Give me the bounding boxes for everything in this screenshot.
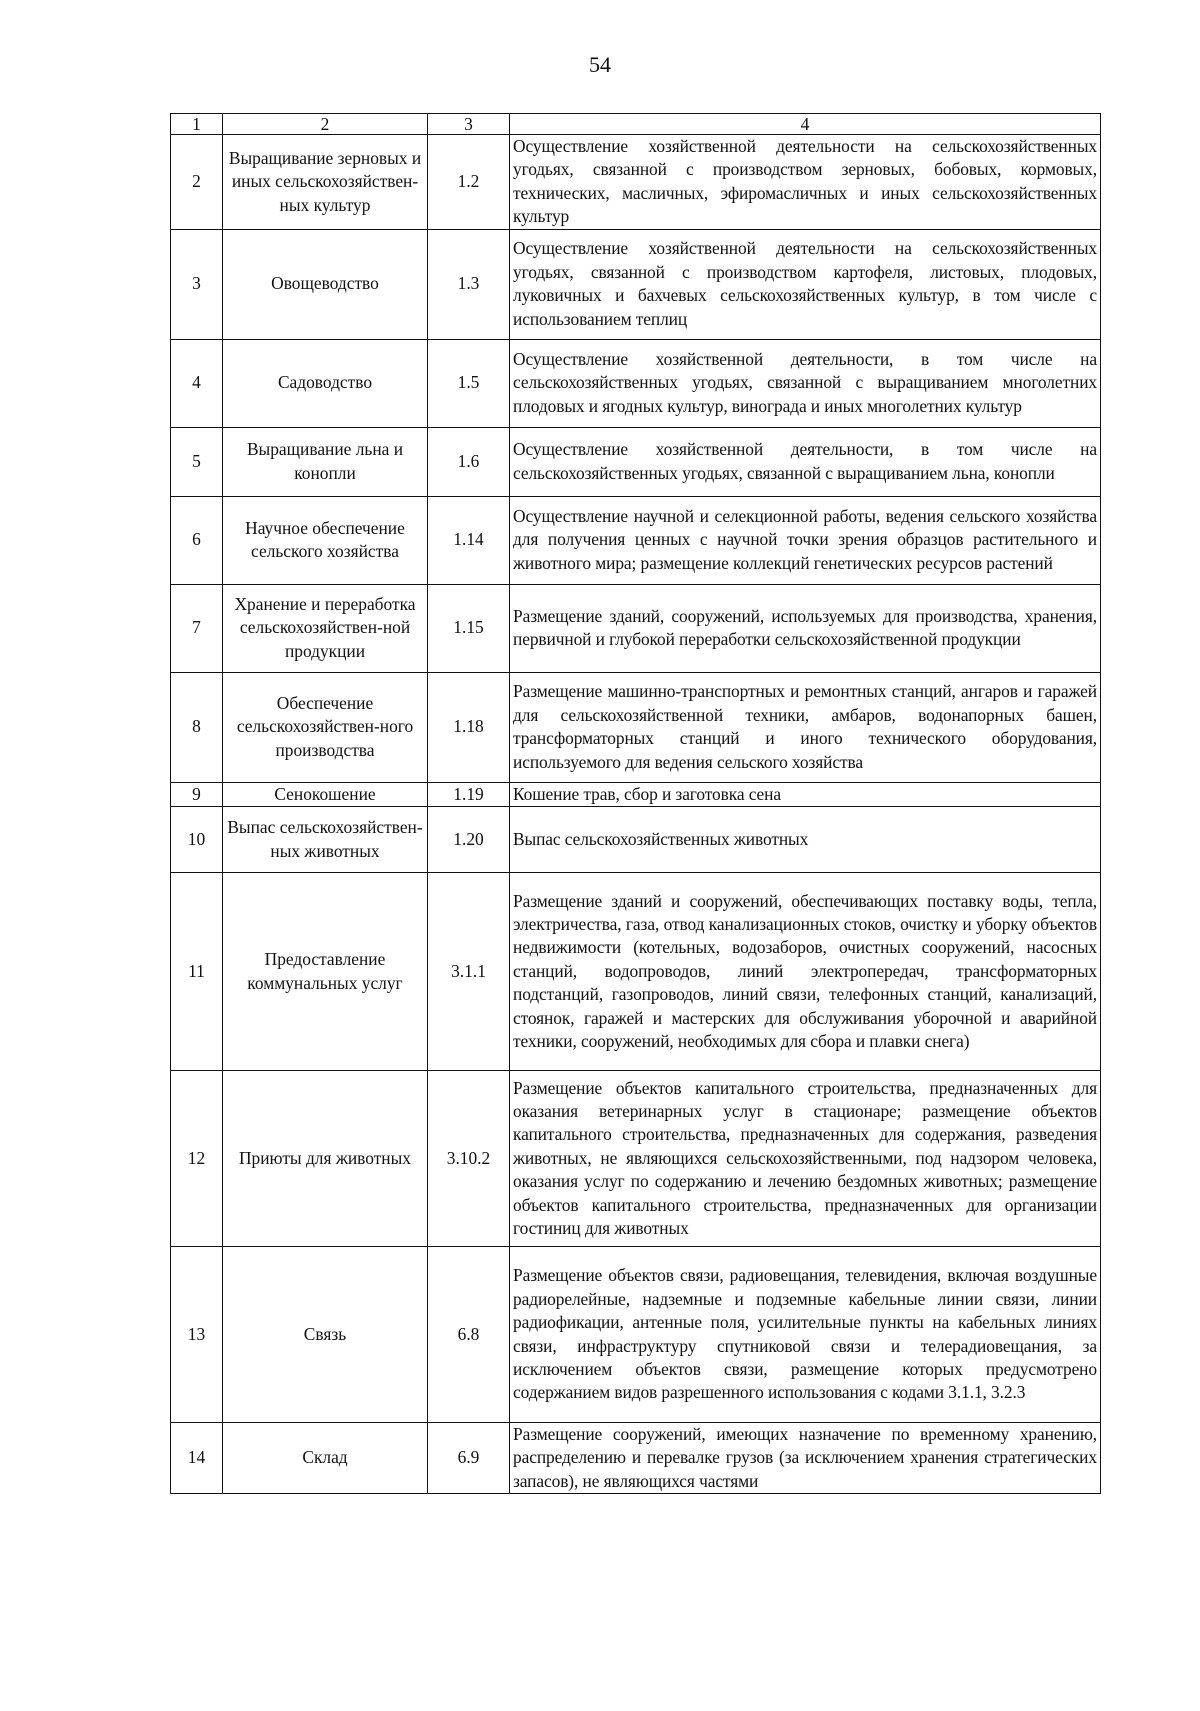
table-row bbox=[171, 1071, 1101, 1247]
use-type-name-cell: Овощеводство bbox=[223, 229, 428, 339]
classifier-code-cell: 1.18 bbox=[428, 672, 510, 782]
use-type-description-cell: Осуществление хозяйственной деятельности на сельскохозяйственных угодьях, связанной с производством картофеля, листовых, плодовых, луковичных и бахчевых сельскохозяйственных культур, в том числе с использованием теплиц bbox=[510, 229, 1101, 339]
column-header: 3 bbox=[428, 114, 510, 135]
classifier-code-cell: 3.1.1 bbox=[428, 873, 510, 1071]
use-type-description-cell: Размещение зданий и сооружений, обеспечивающих поставку воды, тепла, электричества, газа, отвод канализационных стоков, очистку и уборку объектов недвижимости (котельных, водозаборов, очистных сооружений, насосных станций, водопроводов, линий электропередач, трансформаторных подстанций, газопроводов, линий связи, телефонных станций, канализаций, стоянок, гаражей и мастерских для обслуживания уборочной и аварийной техники, сооружений, необходимых для сбора и плавки снега) bbox=[510, 873, 1101, 1071]
row-number-cell: 3 bbox=[171, 229, 223, 339]
page-number: 54 bbox=[589, 52, 611, 77]
classifier-code-cell: 1.14 bbox=[428, 496, 510, 584]
table-row bbox=[171, 496, 1101, 584]
use-type-name-cell: Связь bbox=[223, 1247, 428, 1423]
table-row bbox=[171, 427, 1101, 496]
column-header: 2 bbox=[223, 114, 428, 135]
use-type-name-cell: Научное обеспечение сельского хозяйства bbox=[223, 496, 428, 584]
table-row bbox=[171, 229, 1101, 339]
table-row bbox=[171, 807, 1101, 873]
use-type-name-cell: Выпас сельскохозяйствен-ных животных bbox=[223, 807, 428, 873]
table-row bbox=[171, 1247, 1101, 1423]
land-use-table-container bbox=[170, 113, 1101, 1494]
use-type-description-cell: Осуществление хозяйственной деятельности, в том числе на сельскохозяйственных угодьях, связанной с выращиванием льна, конопли bbox=[510, 427, 1101, 496]
classifier-code-cell: 1.6 bbox=[428, 427, 510, 496]
table-row bbox=[171, 584, 1101, 672]
use-type-name-cell: Приюты для животных bbox=[223, 1071, 428, 1247]
classifier-code-cell: 1.2 bbox=[428, 135, 510, 230]
table-row bbox=[171, 672, 1101, 782]
use-type-description-cell: Кошение трав, сбор и заготовка сена bbox=[510, 782, 1101, 806]
table-row bbox=[171, 339, 1101, 427]
classifier-code-cell: 6.8 bbox=[428, 1247, 510, 1423]
land-use-table bbox=[170, 113, 1101, 1494]
row-number-cell: 13 bbox=[171, 1247, 223, 1423]
use-type-description-cell: Размещение объектов связи, радиовещания, телевидения, включая воздушные радиорелейные, надземные и подземные кабельные линии связи, линии радиофикации, антенные поля, усилительные пункты на кабельных линиях связи, инфраструктуру спутниковой связи и телерадиовещания, за исключением объектов связи, размещение которых предусмотрено содержанием видов разрешенного использования с кодами 3.1.1, 3.2.3 bbox=[510, 1247, 1101, 1423]
classifier-code-cell: 1.3 bbox=[428, 229, 510, 339]
table-body bbox=[171, 135, 1101, 1494]
row-number-cell: 2 bbox=[171, 135, 223, 230]
use-type-description-cell: Осуществление научной и селекционной работы, ведения сельского хозяйства для получения ценных с научной точки зрения образцов растительного и животного мира; размещение коллекций генетических ресурсов растений bbox=[510, 496, 1101, 584]
use-type-name-cell: Выращивание зерновых и иных сельскохозяйствен-ных культур bbox=[223, 135, 428, 230]
table-row bbox=[171, 135, 1101, 230]
row-number-cell: 8 bbox=[171, 672, 223, 782]
use-type-description-cell: Осуществление хозяйственной деятельности на сельскохозяйственных угодьях, связанной с производством зерновых, бобовых, кормовых, технических, масличных, эфиромасличных и иных сельскохозяйственных культур bbox=[510, 135, 1101, 230]
use-type-name-cell: Обеспечение сельскохозяйствен-ного производства bbox=[223, 672, 428, 782]
row-number-cell: 12 bbox=[171, 1071, 223, 1247]
use-type-description-cell: Размещение объектов капитального строительства, предназначенных для оказания ветеринарных услуг в стационаре; размещение объектов капитального строительства, предназначенных для содержания, разведения животных, не являющихся сельскохозяйственными, под надзором человека, оказания услуг по содержанию и лечению бездомных животных; размещение объектов капитального строительства, предназначенных для организации гостиниц для животных bbox=[510, 1071, 1101, 1247]
classifier-code-cell: 1.20 bbox=[428, 807, 510, 873]
use-type-name-cell: Склад bbox=[223, 1423, 428, 1494]
classifier-code-cell: 3.10.2 bbox=[428, 1071, 510, 1247]
use-type-description-cell: Размещение сооружений, имеющих назначение по временному хранению, распределению и перевалке грузов (за исключением хранения стратегических запасов), не являющихся частями bbox=[510, 1423, 1101, 1494]
use-type-name-cell: Предоставление коммунальных услуг bbox=[223, 873, 428, 1071]
use-type-name-cell: Сенокошение bbox=[223, 782, 428, 806]
table-row bbox=[171, 873, 1101, 1071]
use-type-name-cell: Хранение и переработка сельскохозяйствен-ной продукции bbox=[223, 584, 428, 672]
classifier-code-cell: 1.15 bbox=[428, 584, 510, 672]
table-row bbox=[171, 782, 1101, 806]
classifier-code-cell: 1.5 bbox=[428, 339, 510, 427]
header-row bbox=[171, 114, 1101, 135]
classifier-code-cell: 6.9 bbox=[428, 1423, 510, 1494]
use-type-description-cell: Размещение машинно-транспортных и ремонтных станций, ангаров и гаражей для сельскохозяйственной техники, амбаров, водонапорных башен, трансформаторных станций и иного технического оборудования, используемого для ведения сельского хозяйства bbox=[510, 672, 1101, 782]
row-number-cell: 6 bbox=[171, 496, 223, 584]
column-header: 1 bbox=[171, 114, 223, 135]
column-header: 4 bbox=[510, 114, 1101, 135]
use-type-name-cell: Садоводство bbox=[223, 339, 428, 427]
table-row bbox=[171, 1423, 1101, 1494]
use-type-name-cell: Выращивание льна и конопли bbox=[223, 427, 428, 496]
classifier-code-cell: 1.19 bbox=[428, 782, 510, 806]
row-number-cell: 4 bbox=[171, 339, 223, 427]
row-number-cell: 7 bbox=[171, 584, 223, 672]
use-type-description-cell: Размещение зданий, сооружений, используемых для производства, хранения, первичной и глубокой переработки сельскохозяйственной продукции bbox=[510, 584, 1101, 672]
row-number-cell: 10 bbox=[171, 807, 223, 873]
use-type-description-cell: Осуществление хозяйственной деятельности, в том числе на сельскохозяйственных угодьях, связанной с выращиванием многолетних плодовых и ягодных культур, винограда и иных многолетних культур bbox=[510, 339, 1101, 427]
row-number-cell: 9 bbox=[171, 782, 223, 806]
row-number-cell: 14 bbox=[171, 1423, 223, 1494]
row-number-cell: 11 bbox=[171, 873, 223, 1071]
row-number-cell: 5 bbox=[171, 427, 223, 496]
use-type-description-cell: Выпас сельскохозяйственных животных bbox=[510, 807, 1101, 873]
